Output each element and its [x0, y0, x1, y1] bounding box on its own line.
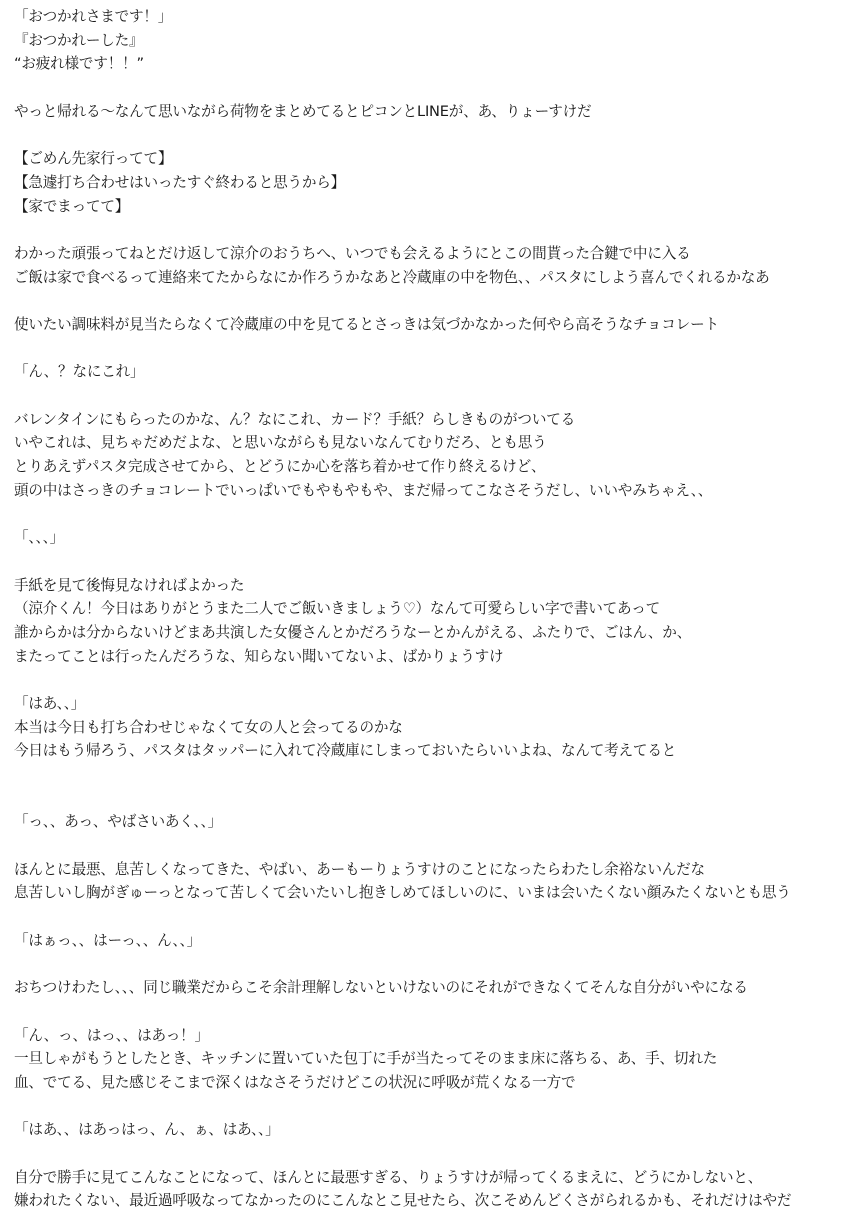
text-line: わかった頑張ってねとだけ返して涼介のおうちへ、いつでも会えるようにとこの間貰った合鍵で中に入る	[14, 244, 691, 262]
text-line: 「はあ、、はあっはっ、ん、ぁ、はあ、、」	[14, 1121, 280, 1139]
text-line: 「おつかれさまです！」	[14, 8, 173, 25]
blank-line	[14, 502, 857, 526]
text-line: 使いたい調味料が見当たらなくて冷蔵庫の中を見てるとさっきは気づかなかった何やら高そうなチョコレート	[14, 315, 719, 333]
blank-line	[14, 763, 857, 787]
blank-line	[14, 787, 857, 811]
text-line: 頭の中はさっきのチョコレートでいっぱいでもやもやもや、まだ帰ってこなさそうだし、いいやみちゃえ、、	[14, 481, 713, 499]
text-line: バレンタインにもらったのかな、ん？なにこれ、カード？手紙？らしきものがついてる	[14, 410, 575, 428]
text-line: （涼介くん！今日はありがとうまた二人でご飯いきましょう♡）なんて可愛らしい字で書いてあって	[14, 600, 661, 618]
text-line: 本当は今日も打ち合わせじゃなくて女の人と会ってるのかな	[14, 718, 403, 736]
text-line: 【家でまってて】	[14, 197, 130, 215]
text-line: 【ごめん先家行ってて】	[14, 150, 173, 168]
text-line: 自分で勝手に見てこんなことになって、ほんとに最悪すぎる、りょうすけが帰ってくるまえに、どうにかしないと、	[14, 1168, 763, 1186]
text-line: 息苦しいし胸がぎゅーっとなって苦しくて会いたいし抱きしめてほしいのに、いまは会いたくない顔みたくないとも思う	[14, 884, 791, 902]
text-line: 『おつかれーした』	[14, 31, 144, 49]
blank-line	[14, 905, 857, 929]
text-line: “お疲れ様です！！”	[14, 55, 144, 73]
text-line: 「ん、っ、はっ、、はあっ！」	[14, 1026, 209, 1044]
text-line: ご飯は家で食べるって連絡来てたからなにか作ろうかなあと冷蔵庫の中を物色、、パスタにしよう喜んでくれるかなあ	[14, 268, 770, 286]
text-line: 「ん、？なにこれ」	[14, 363, 145, 381]
text-line: 今日はもう帰ろう、パスタはタッパーに入れて冷蔵庫にしまっておいたらいいよね、なんて考えてると	[14, 742, 677, 760]
text-line: 血、でてる、見た感じそこまで深くはなさそうだけどこの状況に呼吸が荒くなる一方で	[14, 1073, 576, 1091]
blank-line	[14, 953, 857, 977]
text-line: 誰からかは分からないけどまあ共演した女優さんとかだろうなーとかんがえる、ふたりで、ごはん、か、	[14, 623, 692, 641]
blank-line	[14, 668, 857, 692]
text-line: またってことは行ったんだろうな、知らない聞いてないよ、ばかりょうすけ	[14, 647, 504, 665]
blank-line	[14, 123, 857, 147]
text-line: 「っ、、あっ、やばさいあく、、」	[14, 813, 222, 831]
text-line: ほんとに最悪、息苦しくなってきた、やばい、あーもーりょうすけのことになったらわたし余裕ないんだな	[14, 860, 705, 878]
text-line: いやこれは、見ちゃだめだよな、と思いながらも見ないなんてむりだろ、とも思う	[14, 434, 547, 452]
blank-line	[14, 218, 857, 242]
blank-line	[14, 384, 857, 408]
blank-line	[14, 1095, 857, 1119]
text-line: おちつけわたし、、、同じ職業だからこそ余計理解しないといけないのにそれができなくてそんな自分がいやになる	[14, 979, 748, 997]
text-line: 【急遽打ち合わせはいったすぐ終わると思うから】	[14, 173, 346, 191]
text-line: 「はぁっ、、はーっ、、ん、、」	[14, 931, 201, 949]
blank-line	[14, 337, 857, 361]
blank-line	[14, 834, 857, 858]
text-line: 一旦しゃがもうとしたとき、キッチンに置いていた包丁に手が当たってそのまま床に落ちる、あ、手、切れた	[14, 1050, 718, 1068]
blank-line	[14, 1142, 857, 1166]
text-line: 手紙を見て後悔見なければよかった	[14, 576, 245, 594]
text-line: やっと帰れる〜なんて思いながら荷物をまとめてるとピコンとLINEが、あ、りょーすけだ	[14, 102, 592, 120]
text-line: 「はあ、、」	[14, 694, 86, 712]
blank-line	[14, 1000, 857, 1024]
text-line: とりあえずパスタ完成させてから、とどうにか心を落ち着かせて作り終えるけど、	[14, 458, 546, 476]
blank-line	[14, 550, 857, 574]
blank-line	[14, 76, 857, 100]
text-line: 嫌われたくない、最近過呼吸なってなかったのにこんなとこ見せたら、次こそめんどくさがられるかも、それだけはやだ	[14, 1192, 792, 1210]
blank-line	[14, 289, 857, 313]
text-line: 「、、、」	[14, 529, 65, 547]
